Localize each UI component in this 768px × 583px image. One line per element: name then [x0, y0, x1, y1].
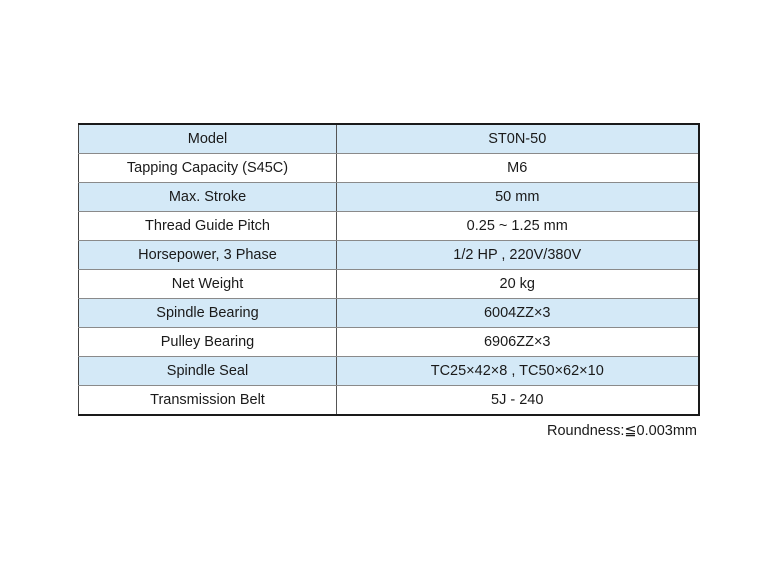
row-label: Horsepower, 3 Phase	[79, 241, 337, 270]
row-value: ST0N-50	[337, 124, 699, 154]
row-value: 1/2 HP , 220V/380V	[337, 241, 699, 270]
row-label: Spindle Seal	[79, 357, 337, 386]
row-value: 0.25 ~ 1.25 mm	[337, 212, 699, 241]
table-row-net-weight	[79, 270, 699, 299]
row-value: 5J - 240	[337, 386, 699, 416]
specification-table	[78, 123, 700, 416]
row-label: Model	[79, 124, 337, 154]
row-label: Pulley Bearing	[79, 328, 337, 357]
row-label: Tapping Capacity (S45C)	[79, 154, 337, 183]
row-value: M6	[337, 154, 699, 183]
table-row-horsepower	[79, 241, 699, 270]
row-value: 6906ZZ×3	[337, 328, 699, 357]
table-row-spindle-seal	[79, 357, 699, 386]
roundness-footnote: Roundness:≦0.003mm	[547, 423, 697, 439]
table-row-model	[79, 124, 699, 154]
row-value: 6004ZZ×3	[337, 299, 699, 328]
table-row-pulley-bearing	[79, 328, 699, 357]
table-row-transmission-belt	[79, 386, 699, 416]
row-label: Max. Stroke	[79, 183, 337, 212]
row-value: 20 kg	[337, 270, 699, 299]
row-label: Transmission Belt	[79, 386, 337, 416]
table-row-spindle-bearing	[79, 299, 699, 328]
table-row-max-stroke	[79, 183, 699, 212]
row-value: 50 mm	[337, 183, 699, 212]
table-row-thread-guide-pitch	[79, 212, 699, 241]
row-label: Net Weight	[79, 270, 337, 299]
table-row-tapping-capacity	[79, 154, 699, 183]
row-label: Spindle Bearing	[79, 299, 337, 328]
row-value: TC25×42×8 , TC50×62×10	[337, 357, 699, 386]
row-label: Thread Guide Pitch	[79, 212, 337, 241]
